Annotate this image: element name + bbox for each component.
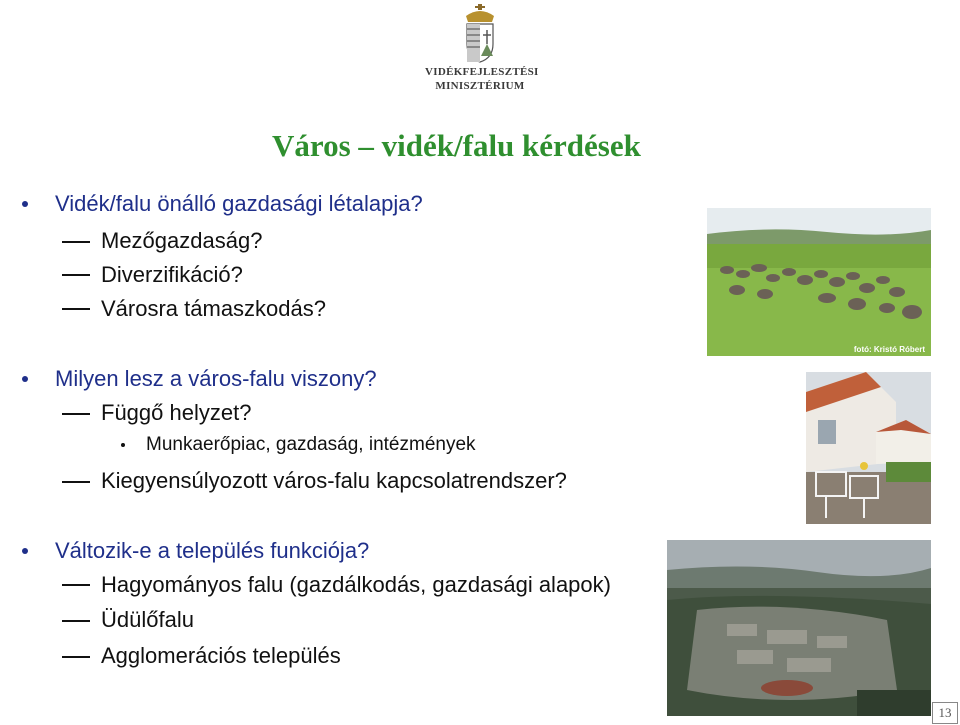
ministry-logo	[425, 4, 539, 94]
sheep-pasture-photo	[707, 208, 931, 356]
logo-text-line1: VIDÉKFEJLESZTÉSI	[425, 66, 539, 78]
dash-icon	[62, 481, 90, 483]
bullet-icon	[22, 201, 28, 207]
dash-icon	[62, 308, 90, 310]
aerial-town-photo	[667, 540, 931, 716]
coat-of-arms-icon	[461, 4, 499, 64]
dash-icon	[62, 413, 90, 415]
item-balanced-relations: Kiegyensúlyozott város-falu kapcsolatrendszer?	[101, 468, 567, 493]
sub-bullet-icon	[121, 443, 125, 447]
logo-text-line2: MINISZTÉRIUM	[435, 80, 525, 92]
item-city-reliance: Városra támaszkodás?	[101, 296, 326, 321]
item-agriculture: Mezőgazdaság?	[101, 228, 263, 253]
dash-icon	[62, 584, 90, 586]
item-agglomeration: Agglomerációs település	[101, 643, 341, 668]
village-houses-photo	[806, 372, 931, 524]
dash-icon	[62, 241, 90, 243]
question-economic-base: Vidék/falu önálló gazdasági létalapja?	[55, 191, 423, 216]
dash-icon	[62, 620, 90, 622]
item-dependent-position: Függő helyzet?	[101, 400, 252, 425]
dash-icon	[62, 274, 90, 276]
question-settlement-function: Változik-e a település funkciója?	[55, 538, 370, 563]
item-diversification: Diverzifikáció?	[101, 262, 243, 287]
bullet-icon	[22, 548, 28, 554]
bullet-icon	[22, 376, 28, 382]
item-traditional-village: Hagyományos falu (gazdálkodás, gazdasági alapok)	[101, 572, 611, 597]
dash-icon	[62, 656, 90, 658]
item-holiday-village: Üdülőfalu	[101, 607, 194, 632]
photo-credit: fotó: Kristó Róbert	[853, 345, 925, 354]
question-city-village-relation: Milyen lesz a város-falu viszony?	[55, 366, 377, 391]
slide-title: Város – vidék/falu kérdések	[272, 128, 641, 163]
page-number: 13	[932, 702, 958, 724]
subitem-labour-market: Munkaerőpiac, gazdaság, intézmények	[146, 434, 476, 455]
